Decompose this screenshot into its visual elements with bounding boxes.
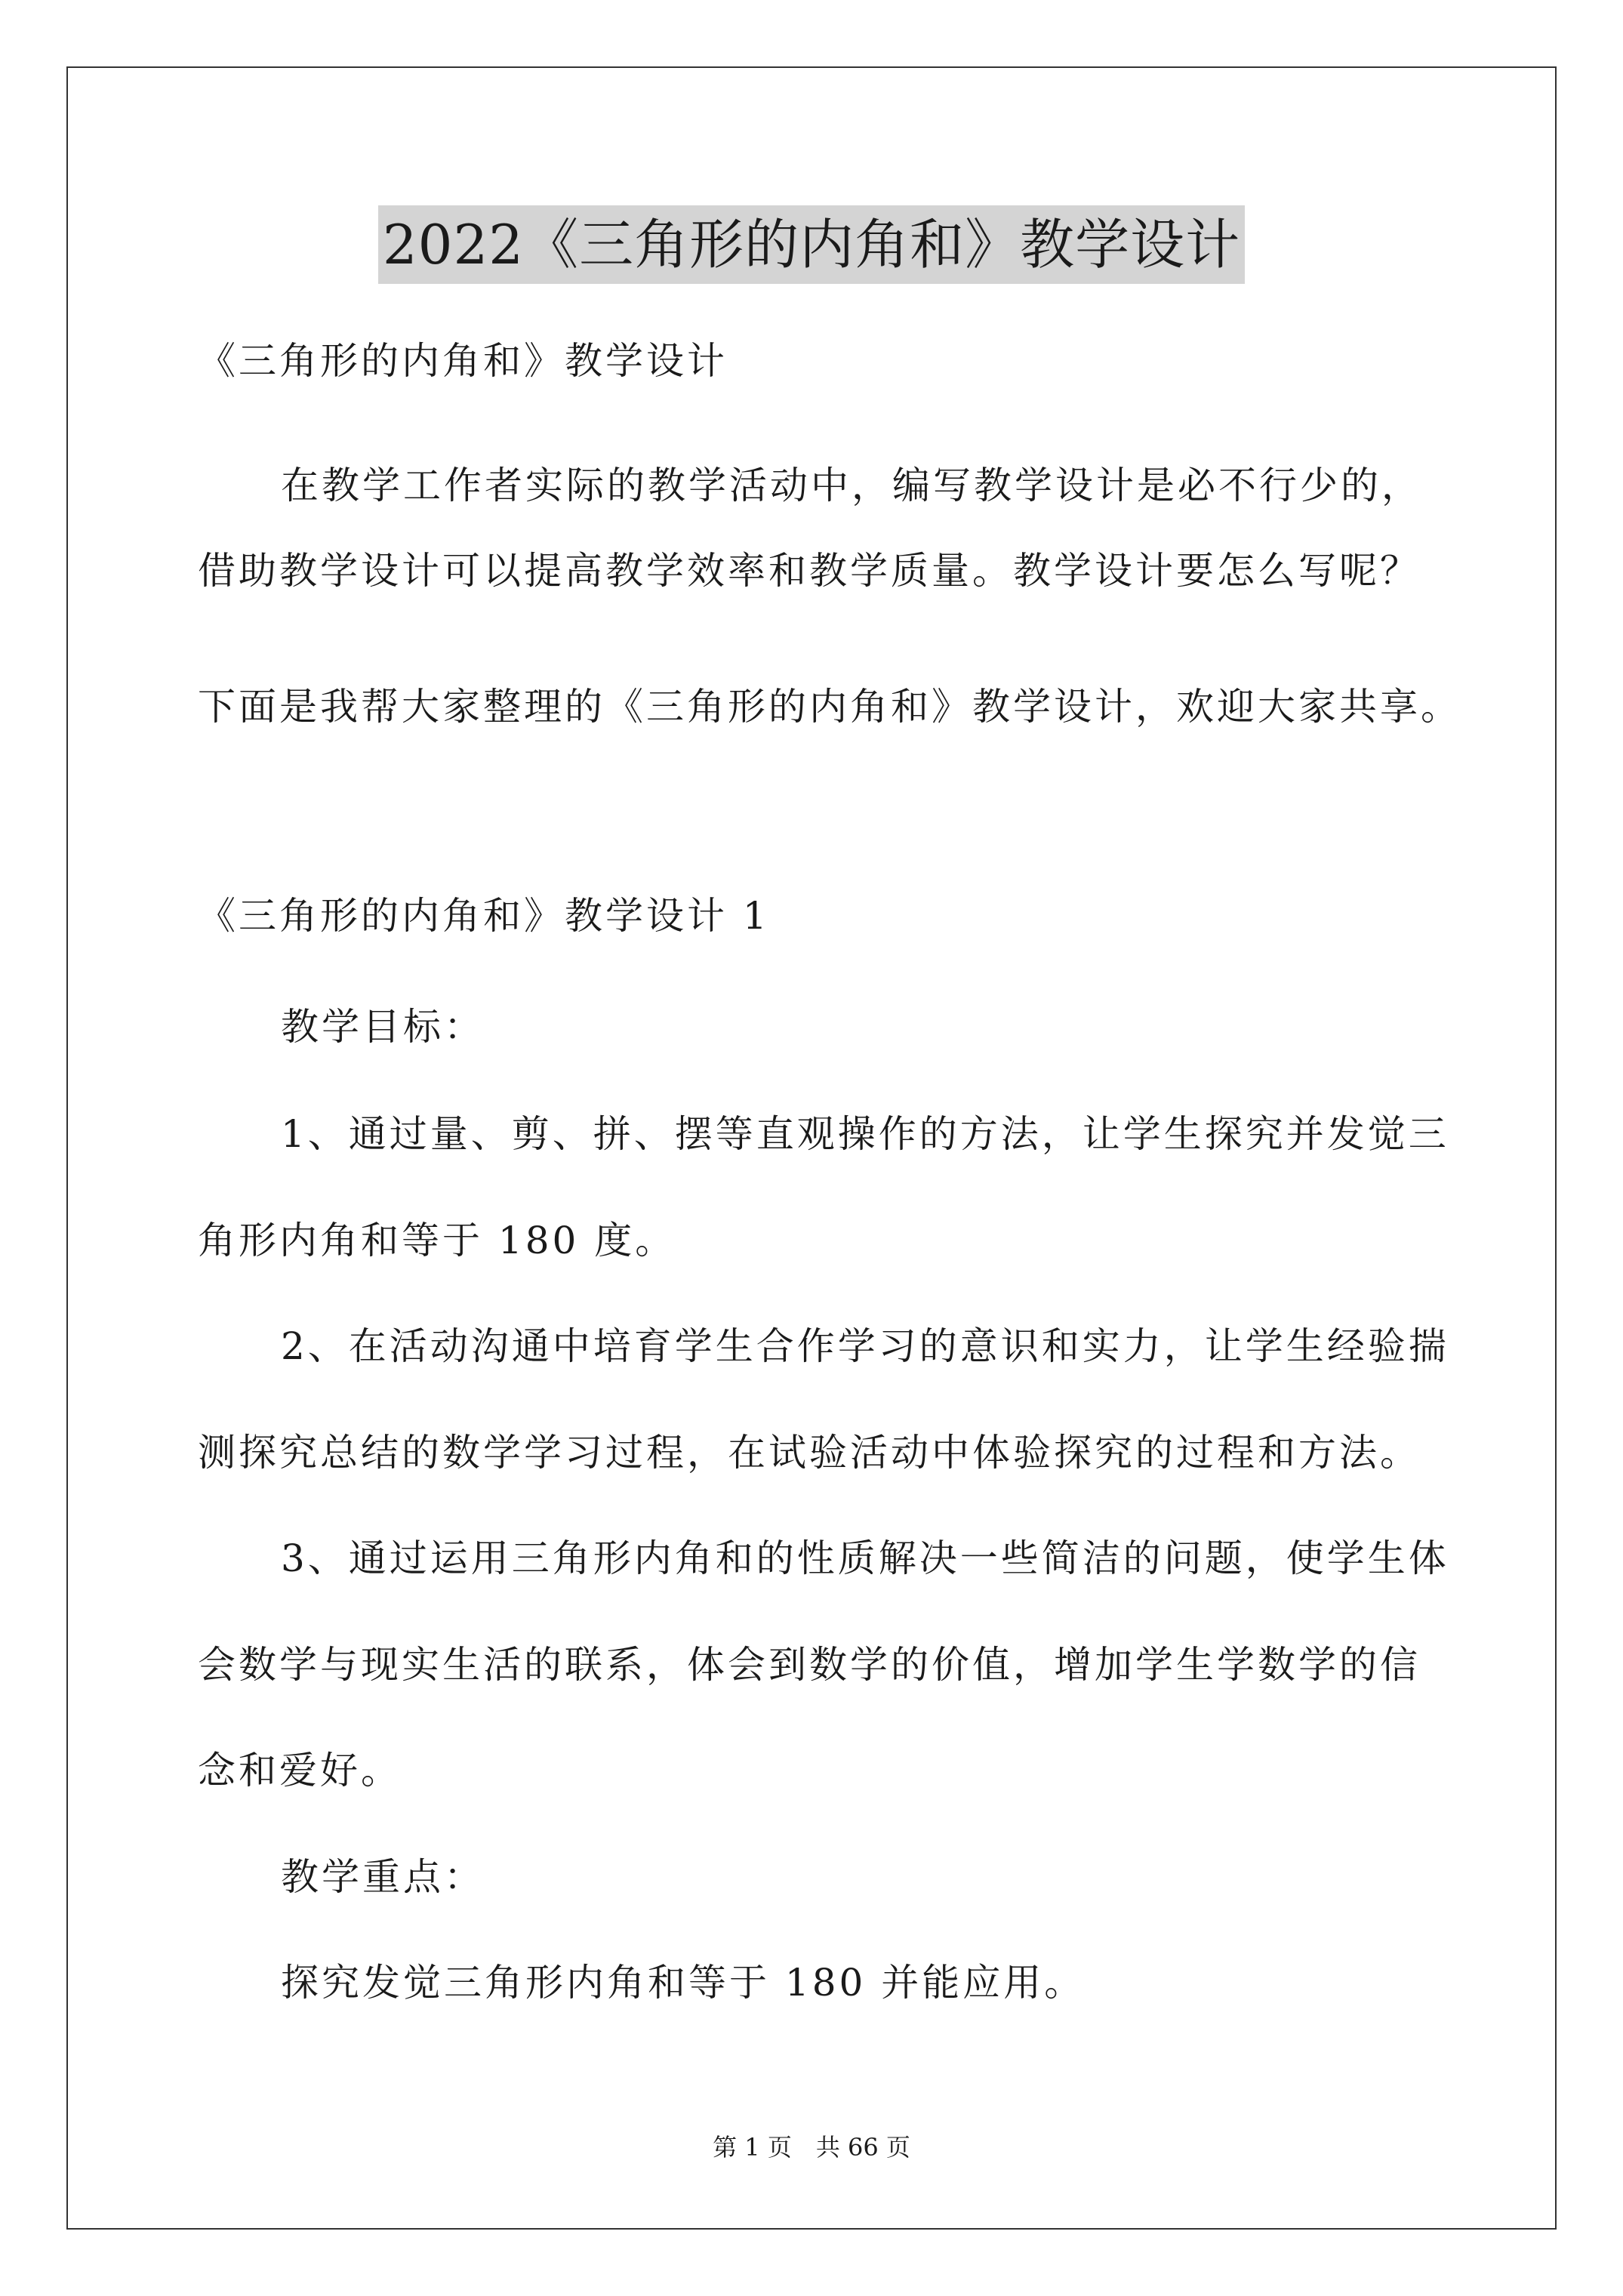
objective-3-line-2: 会数学与现实生活的联系，体会到数学的价值，增加学生学数学的信	[198, 1643, 1421, 1687]
section-heading-1: 《三角形的内角和》教学设计 1	[198, 894, 770, 938]
subtitle-line: 《三角形的内角和》教学设计	[198, 339, 728, 383]
intro-line-1: 在教学工作者实际的教学活动中，编写教学设计是必不行少的，	[281, 464, 1422, 507]
intro-line-3: 下面是我帮大家整理的《三角形的内角和》教学设计，欢迎大家共享。	[198, 685, 1461, 729]
key-points-heading: 教学重点：	[281, 1855, 485, 1899]
objective-1-line-1: 1、通过量、剪、拼、摆等直观操作的方法，让学生探究并发觉三	[281, 1112, 1449, 1156]
title-container	[0, 205, 1623, 284]
objective-3-line-1: 3、通过运用三角形内角和的性质解决一些简洁的问题，使学生体	[281, 1536, 1449, 1580]
document-title: 2022《三角形的内角和》教学设计	[378, 205, 1245, 284]
objective-3-line-3: 念和爱好。	[198, 1749, 402, 1792]
objective-2-line-1: 2、在活动沟通中培育学生合作学习的意识和实力，让学生经验揣	[281, 1324, 1449, 1368]
objectives-heading: 教学目标：	[281, 1005, 485, 1049]
key-point-1: 探究发觉三角形内角和等于 180 并能应用。	[281, 1961, 1086, 2005]
objective-1-line-2: 角形内角和等于 180 度。	[198, 1219, 676, 1262]
intro-line-2: 借助教学设计可以提高教学效率和教学质量。教学设计要怎么写呢？	[198, 549, 1421, 593]
objective-2-line-2: 测探究总结的数学学习过程，在试验活动中体验探究的过程和方法。	[198, 1431, 1421, 1475]
page-footer: 第 1 页 共 66 页	[713, 2133, 910, 2162]
